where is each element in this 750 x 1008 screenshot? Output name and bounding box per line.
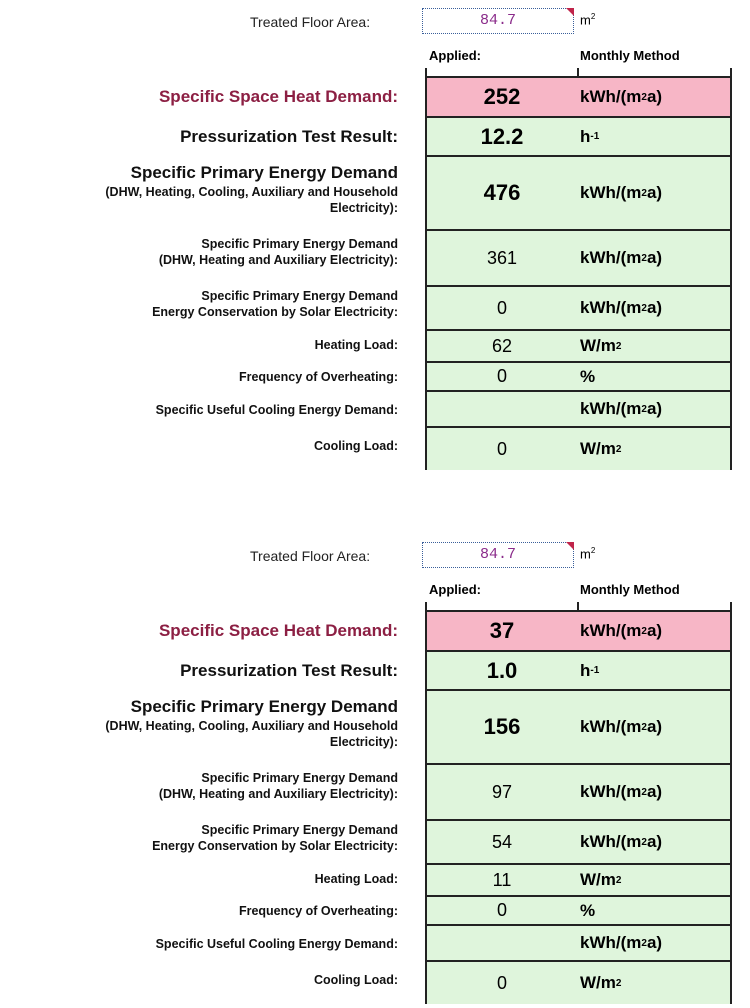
pressurization-value: 1.0: [486, 657, 518, 683]
primary-energy-dhw-label: Specific Primary Energy Demand (DHW, Heating and Auxiliary Electricity):: [158, 237, 398, 268]
overheating-label: Frequency of Overheating:: [238, 370, 398, 384]
primary-energy-total-row: [425, 689, 732, 765]
treated-floor-area-unit: $m^2$: [580, 12, 596, 28]
cooling-load-value: 0: [496, 972, 507, 993]
cooling-energy-label: Specific Useful Cooling Energy Demand:: [155, 403, 398, 417]
primary-energy-total-value: 476: [483, 180, 521, 205]
overheating-unit: %: [580, 900, 596, 920]
cooling-energy-row: [425, 390, 732, 428]
pressurization-row: [425, 116, 732, 157]
heating-load-row: [425, 329, 732, 363]
primary-energy-dhw-unit: kWh/(m 2 a): [580, 782, 663, 801]
space-heat-demand-unit: kWh/(m 2 a): [580, 621, 663, 640]
primary-energy-solar-label: Specific Primary Energy Demand Energy Conservation by Solar Electricity:: [152, 823, 398, 854]
primary-energy-solar-label: Specific Primary Energy Demand Energy Conservation by Solar Electricity:: [152, 289, 398, 320]
results-panel: [0, 534, 750, 1004]
heating-load-value: 62: [491, 335, 513, 356]
heating-load-label: Heating Load:: [314, 338, 398, 352]
space-heat-demand-unit: kWh/(m 2 a): [580, 87, 663, 106]
overheating-unit: %: [580, 366, 596, 386]
primary-energy-dhw-row: [425, 229, 732, 287]
cooling-energy-label: Specific Useful Cooling Energy Demand:: [155, 937, 398, 951]
primary-energy-solar-row: [425, 285, 732, 331]
cooling-load-unit: W/m 2: [580, 439, 622, 458]
pressurization-row: [425, 650, 732, 691]
cooling-energy-row: [425, 924, 732, 962]
overheating-row: [425, 361, 732, 392]
treated-floor-area-value: 84.7: [479, 12, 516, 29]
method-header: Monthly Method: [580, 48, 680, 63]
treated-floor-area-label: Treated Floor Area:: [250, 548, 371, 564]
treated-floor-area-input[interactable]: [422, 542, 574, 568]
treated-floor-area-value: 84.7: [479, 546, 516, 563]
heating-load-row: [425, 863, 732, 897]
treated-floor-area-input[interactable]: [422, 8, 574, 34]
primary-energy-solar-value: 0: [496, 297, 507, 318]
primary-energy-solar-value: 54: [491, 831, 513, 852]
cooling-load-label: Cooling Load:: [313, 973, 398, 987]
treated-floor-area-unit: $m^2$: [580, 546, 596, 562]
overheating-value: 0: [496, 366, 507, 386]
primary-energy-solar-row: [425, 819, 732, 865]
results-panel: [0, 0, 750, 470]
heating-load-unit: W/m 2: [580, 870, 622, 889]
treated-floor-area-label: Treated Floor Area:: [250, 14, 371, 30]
space-heat-demand-value: 252: [483, 84, 521, 109]
space-heat-demand-label: Specific Space Heat Demand:: [158, 87, 398, 106]
primary-energy-total-label: Specific Primary Energy Demand (DHW, Heating, Cooling, Auxiliary and Household Electricity):: [105, 163, 398, 216]
primary-energy-dhw-value: 97: [491, 781, 513, 802]
primary-energy-dhw-label: Specific Primary Energy Demand (DHW, Heating and Auxiliary Electricity):: [158, 771, 398, 802]
primary-energy-total-label: Specific Primary Energy Demand (DHW, Heating, Cooling, Auxiliary and Household Electricity):: [105, 697, 398, 750]
comment-marker-icon: [566, 542, 574, 550]
heating-load-unit: W/m 2: [580, 336, 622, 355]
primary-energy-total-row: [425, 155, 732, 231]
pressurization-value: 12.2: [480, 123, 524, 149]
space-heat-demand-label: Specific Space Heat Demand:: [158, 621, 398, 640]
cooling-load-row: [425, 960, 732, 1004]
cooling-load-value: 0: [496, 438, 507, 459]
pressurization-label: Pressurization Test Result:: [180, 661, 398, 680]
space-heat-demand-value: 37: [489, 618, 515, 643]
comment-marker-icon: [566, 8, 574, 16]
cooling-load-row: [425, 426, 732, 470]
pressurization-unit: h -1: [580, 126, 600, 146]
cooling-energy-value: [427, 392, 577, 426]
primary-energy-dhw-unit: kWh/(m 2 a): [580, 248, 663, 267]
primary-energy-total-value: 156: [483, 714, 521, 739]
overheating-row: [425, 895, 732, 926]
cooling-energy-unit: kWh/(m 2 a): [580, 933, 663, 952]
heating-load-value: 11: [492, 869, 512, 890]
heating-load-label: Heating Load:: [314, 872, 398, 886]
overheating-value: 0: [496, 900, 507, 920]
pressurization-unit: h -1: [580, 660, 600, 680]
primary-energy-total-unit: kWh/(m 2 a): [580, 717, 663, 736]
primary-energy-solar-unit: kWh/(m 2 a): [580, 832, 663, 851]
primary-energy-dhw-row: [425, 763, 732, 821]
overheating-label: Frequency of Overheating:: [238, 904, 398, 918]
applied-header: Applied:: [429, 582, 481, 597]
primary-energy-solar-unit: kWh/(m 2 a): [580, 298, 663, 317]
method-header: Monthly Method: [580, 582, 680, 597]
space-heat-demand-row: [425, 76, 732, 118]
cooling-energy-value: [427, 926, 577, 960]
cooling-energy-unit: kWh/(m 2 a): [580, 399, 663, 418]
primary-energy-dhw-value: 361: [486, 247, 518, 268]
applied-header: Applied:: [429, 48, 481, 63]
primary-energy-total-unit: kWh/(m 2 a): [580, 183, 663, 202]
space-heat-demand-row: [425, 610, 732, 652]
cooling-load-label: Cooling Load:: [313, 439, 398, 453]
pressurization-label: Pressurization Test Result:: [180, 127, 398, 146]
cooling-load-unit: W/m 2: [580, 973, 622, 992]
